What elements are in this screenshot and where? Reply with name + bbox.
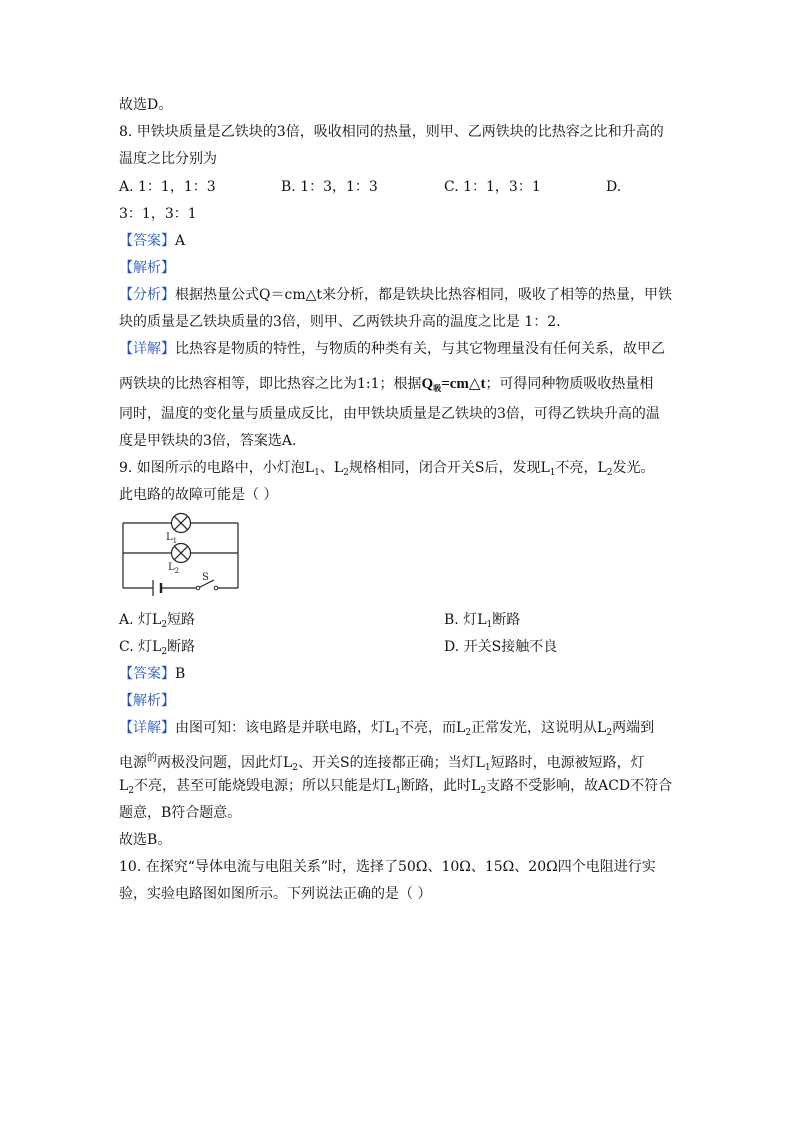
question-8-stem: 8. 甲铁块质量是乙铁块的3倍，吸收相同的热量，则甲、乙两铁块的比热容之比和升高的: [119, 124, 664, 140]
label-l1: $L_1$: [166, 532, 178, 545]
text-line: 电源$^的$两极没问题，因此灯$L_2$、开关S的连接都正确；当灯$L_1$短路时，电源被短路，灯: [119, 753, 645, 773]
battery-icon: [153, 580, 161, 596]
q9-option-c: C. 灯$L_2$断路: [119, 639, 196, 657]
q8-option-d-value: 3：1，3：1: [119, 206, 197, 222]
switch-icon: [196, 586, 218, 590]
label-s: S: [202, 572, 209, 583]
q8-option-c: C. 1：1，3：1: [444, 179, 541, 195]
q8-option-a: A. 1：1，1：3: [119, 179, 216, 195]
analysis-8-fenxi-cont: 块的质量是乙铁块质量的3倍，则甲、乙两铁块升高的温度之比是 1：2.: [119, 314, 561, 330]
question-9-stem: 9. 如图所示的电路中，小灯泡$L_1$、$L_2$规格相同，闭合开关S后，发现$L_1$不亮，$L_2$发光。: [119, 460, 655, 478]
text-line: $L_2$不亮，甚至可能烧毁电源；所以只能是灯$L_1$断路，此时$L_2$支路不受影响，故ACD不符合: [119, 778, 673, 796]
text-line: 同时，温度的变化量与质量成反比，由甲铁块质量是乙铁块的3倍，可得乙铁块升高的温: [119, 406, 660, 422]
text-line: 度是甲铁块的3倍，答案选A.: [119, 433, 297, 449]
lamp-l1-icon: [172, 514, 191, 533]
analysis-8-fenxi: 【分析】根据热量公式Q＝cm△t来分析，都是铁块比热容相同，吸收了相等的热量，甲铁: [119, 287, 672, 303]
question-8-stem-cont: 温度之比分别为: [119, 151, 217, 167]
heat-formula: $Q_吸=cm\triangle t$: [421, 376, 486, 393]
q9-option-b: B. 灯$L_1$断路: [444, 612, 521, 630]
text-line: 题意，B符合题意。: [119, 805, 242, 821]
question-10-stem: 10. 在探究“导体电流与电阻关系”时，选择了50Ω、10Ω、15Ω、20Ω四个电阻进行实: [119, 859, 656, 875]
q8-option-d: D.: [606, 179, 622, 195]
q8-option-b: B. 1：3，1：3: [281, 179, 378, 195]
answer-9: 【答案】B: [119, 666, 186, 682]
text-line: 故选D。: [119, 97, 173, 113]
label-l2: $L_2$: [168, 562, 180, 575]
text-line: 故选B。: [119, 832, 172, 848]
answer-8: 【答案】A: [119, 233, 186, 249]
analysis-9-heading: 【解析】: [119, 693, 175, 709]
question-9-stem-cont: 此电路的故障可能是（ ）: [119, 487, 278, 503]
circuit-diagram: [118, 510, 242, 596]
lamp-l2-icon: [172, 544, 191, 563]
analysis-8-xiangjie-cont: 两铁块的比热容相等，即比热容之比为1:1；根据$Q_吸=cm\triangle t$；可得同种物质吸收热量相: [119, 376, 654, 393]
analysis-8-xiangjie: 【详解】比热容是物质的特性，与物质的种类有关，与其它物理量没有任何关系，故甲乙: [119, 341, 665, 357]
q9-option-d: D. 开关S接触不良: [444, 639, 558, 655]
question-10-stem-cont: 验，实验电路图如图所示。下列说法正确的是（ ）: [119, 886, 432, 902]
q9-option-a: A. 灯$L_2$短路: [119, 612, 196, 630]
answer-tag: 【答案】: [119, 233, 175, 249]
analysis-8-heading: 【解析】: [119, 260, 175, 276]
analysis-9-xiangjie: 【详解】由图可知：该电路是并联电路，灯$L_1$不亮，而$L_2$正常发光，这说明从$L_2$两端到: [119, 720, 655, 738]
